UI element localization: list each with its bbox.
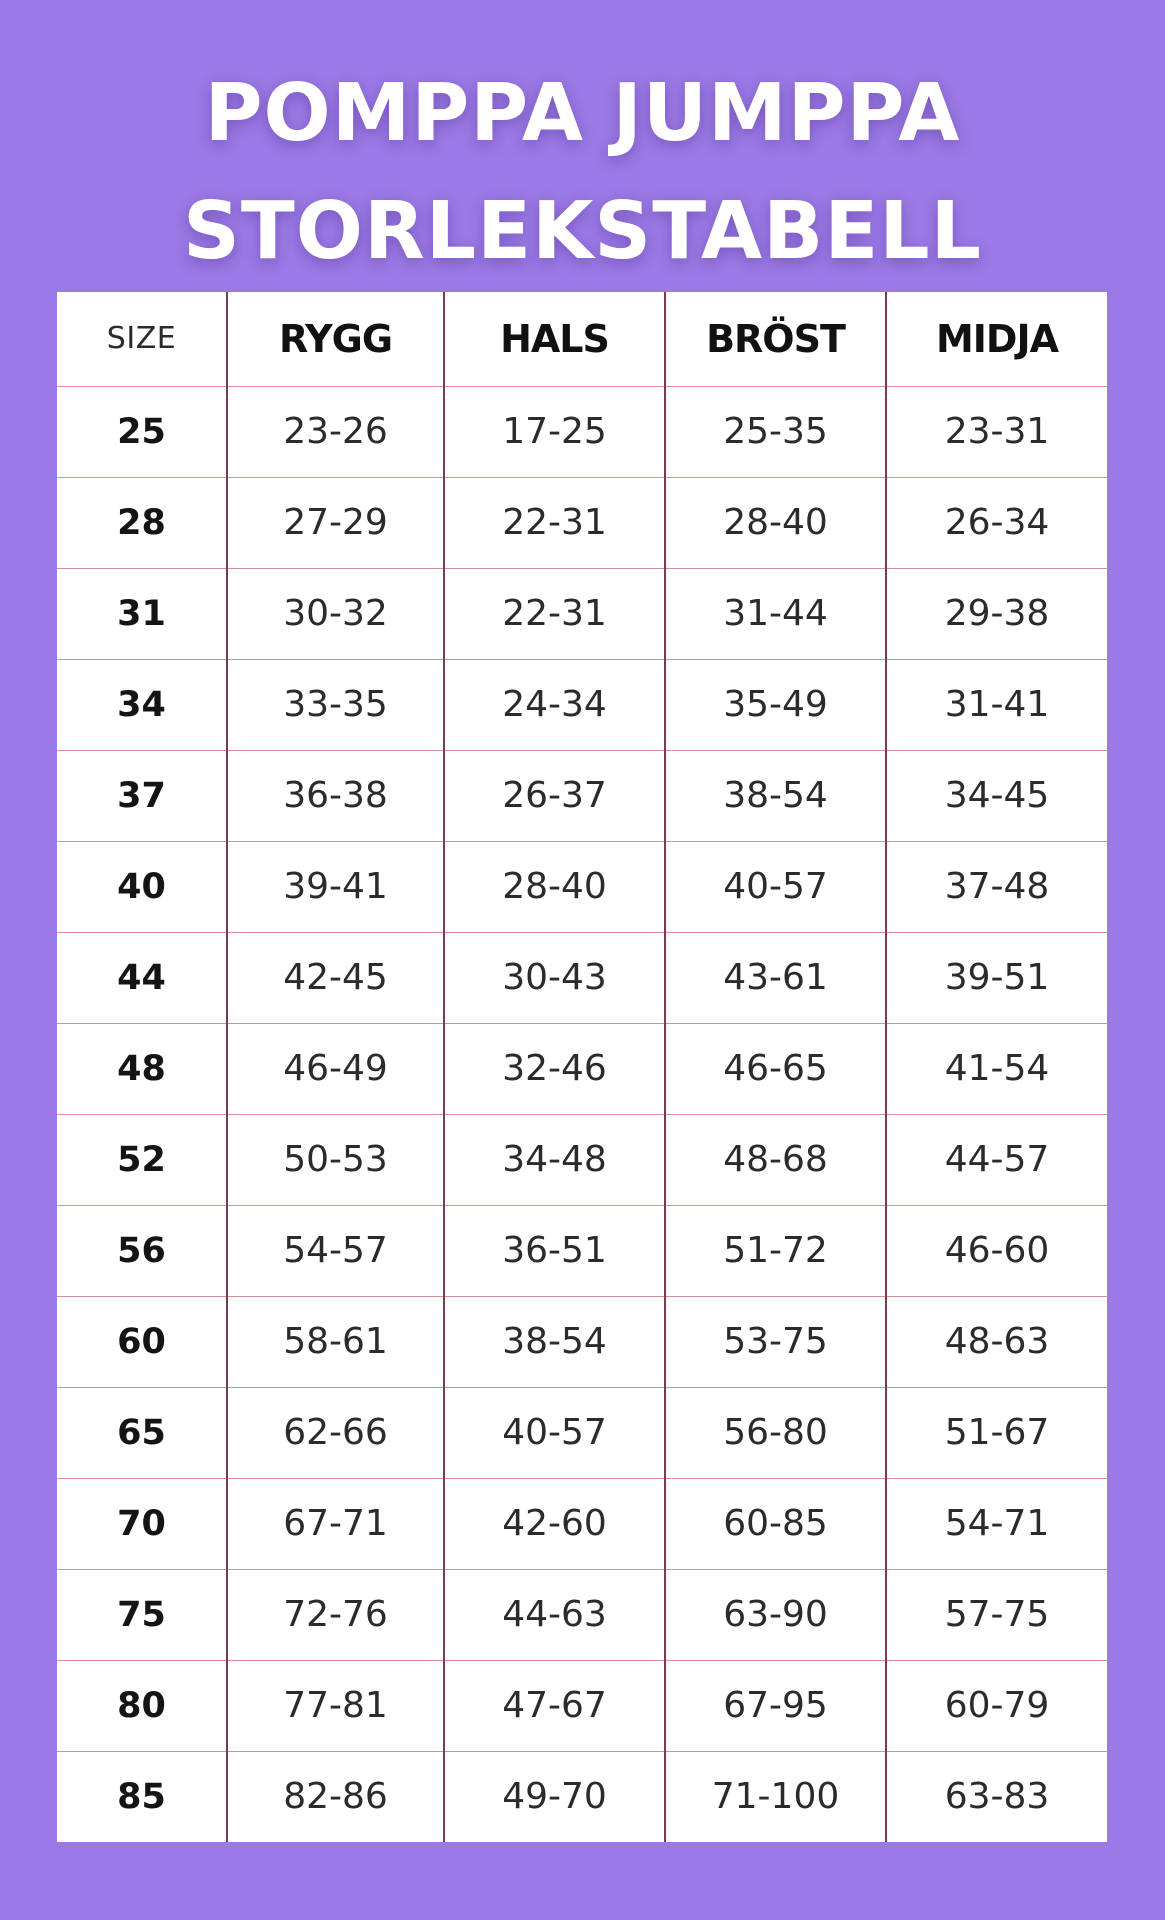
midja-cell: 63-83 [944, 1776, 1050, 1818]
page-title [0, 54, 1165, 290]
rygg-cell: 82-86 [227, 1751, 444, 1842]
table-body [57, 386, 1107, 1842]
brost-cell: 67-95 [665, 1660, 886, 1751]
rygg-cell: 50-53 [227, 1114, 444, 1205]
rygg-cell: 58-61 [227, 1296, 444, 1387]
brost-cell: 35-49 [665, 659, 886, 750]
table-row [57, 1751, 1107, 1842]
rygg-cell: 54-57 [227, 1205, 444, 1296]
rygg-cell: 67-71 [227, 1478, 444, 1569]
rygg-cell: 27-29 [227, 477, 444, 568]
hals-cell: 22-31 [444, 477, 665, 568]
midja-cell: 48-63 [886, 1296, 1107, 1387]
hals-cell: 32-46 [444, 1023, 665, 1114]
table-row [57, 750, 1107, 841]
column-header-rygg: RYGG [227, 292, 444, 386]
hals-cell: 40-57 [444, 1387, 665, 1478]
midja-cell: 34-45 [886, 750, 1107, 841]
hals-cell: 44-63 [444, 1569, 665, 1660]
midja-cell: 39-51 [886, 932, 1107, 1023]
rygg-cell: 46-49 [227, 1023, 444, 1114]
column-header-midja: MIDJA [886, 292, 1107, 386]
rygg-cell: 30-32 [227, 568, 444, 659]
brost-cell: 56-80 [665, 1387, 886, 1478]
midja-cell: 44-57 [886, 1114, 1107, 1205]
hals-cell: 34-48 [444, 1114, 665, 1205]
table-row [57, 568, 1107, 659]
size-cell: 60 [57, 1296, 227, 1387]
hals-cell: 38-54 [444, 1296, 665, 1387]
table-row [57, 386, 1107, 477]
size-cell: 28 [57, 477, 227, 568]
brost-cell: 31-44 [665, 568, 886, 659]
brost-cell: 46-65 [665, 1023, 886, 1114]
hals-cell: 17-25 [444, 386, 665, 477]
brost-cell: 28-40 [665, 477, 886, 568]
table-header-row [57, 292, 1107, 386]
rygg-cell: 23-26 [227, 386, 444, 477]
hals-cell: 47-67 [444, 1660, 665, 1751]
hals-cell: 22-31 [444, 568, 665, 659]
size-cell: 65 [57, 1387, 227, 1478]
size-cell: 25 [57, 386, 227, 477]
hals-cell: 30-43 [444, 932, 665, 1023]
table-row [57, 932, 1107, 1023]
size-cell: 56 [57, 1205, 227, 1296]
size-cell: 48 [57, 1023, 227, 1114]
column-header-brost: BRÖST [665, 292, 886, 386]
size-cell: 40 [57, 841, 227, 932]
table-row [57, 1387, 1107, 1478]
size-table [57, 292, 1107, 1842]
hals-cell: 49-70 [444, 1751, 665, 1842]
size-cell: 37 [57, 750, 227, 841]
midja-cell: 57-75 [886, 1569, 1107, 1660]
title-line-2: STORLEKSTABELL [183, 185, 982, 277]
size-cell: 34 [57, 659, 227, 750]
midja-cell: 41-54 [886, 1023, 1107, 1114]
column-header-size: SIZE [57, 292, 227, 386]
hals-cell: 26-37 [444, 750, 665, 841]
hals-cell: 24-34 [444, 659, 665, 750]
brost-cell: 71-100 [665, 1751, 886, 1842]
size-cell: 70 [57, 1478, 227, 1569]
hals-cell: 42-60 [444, 1478, 665, 1569]
midja-cell: 37-48 [886, 841, 1107, 932]
table-row [57, 1569, 1107, 1660]
table-row [57, 1205, 1107, 1296]
rygg-cell: 62-66 [227, 1387, 444, 1478]
brost-cell: 63-90 [665, 1569, 886, 1660]
midja-cell: 23-31 [886, 386, 1107, 477]
size-table-container [57, 292, 1107, 1840]
column-header-hals: HALS [444, 292, 665, 386]
brost-cell: 48-68 [665, 1114, 886, 1205]
rygg-cell: 77-81 [227, 1660, 444, 1751]
hals-cell: 36-51 [444, 1205, 665, 1296]
rygg-cell: 33-35 [227, 659, 444, 750]
midja-cell: 60-79 [886, 1660, 1107, 1751]
table-row [57, 1478, 1107, 1569]
brost-cell: 53-75 [665, 1296, 886, 1387]
rygg-cell: 39-41 [227, 841, 444, 932]
hals-cell: 28-40 [444, 841, 665, 932]
rygg-cell: 42-45 [227, 932, 444, 1023]
brost-cell: 25-35 [665, 386, 886, 477]
midja-cell: 29-38 [886, 568, 1107, 659]
rygg-cell: 36-38 [227, 750, 444, 841]
brost-cell: 38-54 [665, 750, 886, 841]
brost-cell: 43-61 [665, 932, 886, 1023]
midja-cell: 51-67 [886, 1387, 1107, 1478]
size-cell: 85 [57, 1751, 227, 1842]
size-cell: 31 [57, 568, 227, 659]
brost-cell: 40-57 [665, 841, 886, 932]
table-row [57, 1296, 1107, 1387]
midja-cell: 54-71 [886, 1478, 1107, 1569]
brost-cell: 51-72 [665, 1205, 886, 1296]
size-cell: 80 [57, 1660, 227, 1751]
midja-cell: 46-60 [886, 1205, 1107, 1296]
table-row [57, 1114, 1107, 1205]
midja-cell: 31-41 [886, 659, 1107, 750]
midja-cell: 26-34 [886, 477, 1107, 568]
size-cell: 52 [57, 1114, 227, 1205]
size-cell: 75 [57, 1569, 227, 1660]
table-row [57, 1023, 1107, 1114]
title-line-1: POMPPA JUMPPA [204, 67, 961, 159]
table-row [57, 1660, 1107, 1751]
brost-cell: 60-85 [665, 1478, 886, 1569]
size-cell: 44 [57, 932, 227, 1023]
table-row [57, 477, 1107, 568]
table-row [57, 841, 1107, 932]
table-row [57, 659, 1107, 750]
rygg-cell: 72-76 [227, 1569, 444, 1660]
